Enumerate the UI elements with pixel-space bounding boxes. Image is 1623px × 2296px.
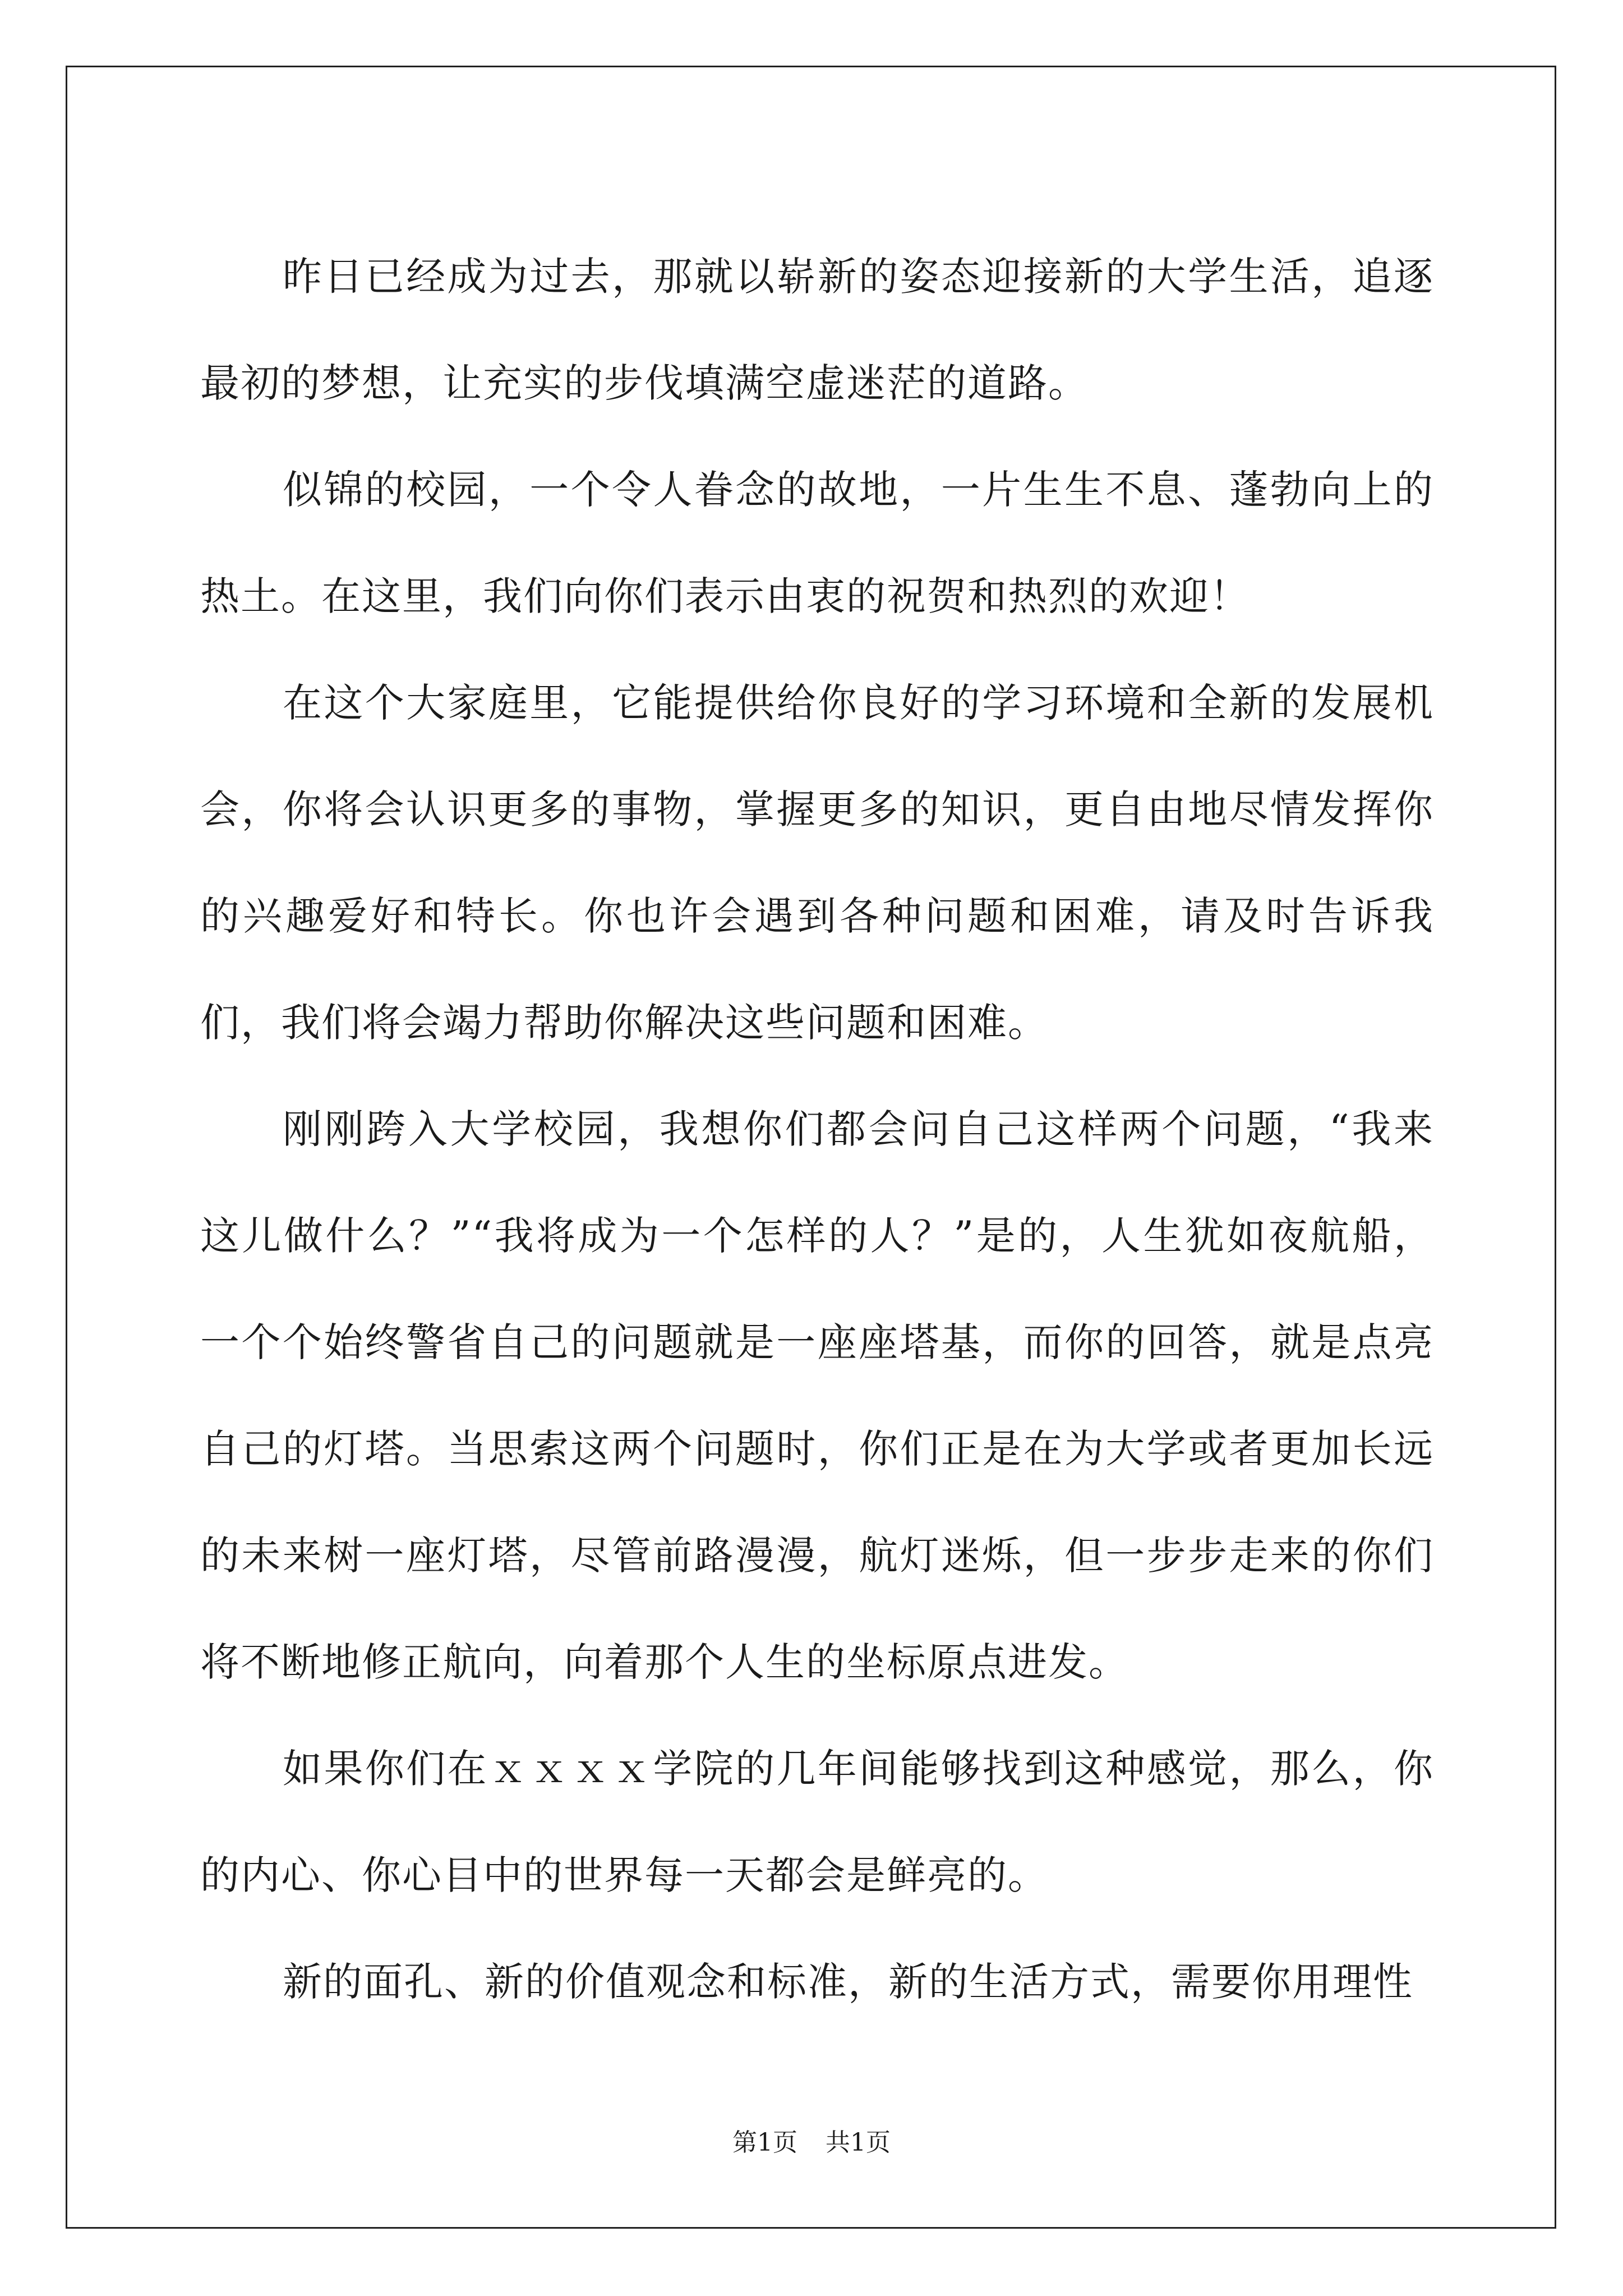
- paragraph: 在这个大家庭里，它能提供给你良好的学习环境和全新的发展机会，你将会认识更多的事物，掌握更多的知识，更自由地尽情发挥你的兴趣爱好和特长。你也许会遇到各种问题和困难，请及时告诉我们，我们将会竭力帮助你解决这些问题和困难。: [200, 680, 1434, 1046]
- paragraph: 刚刚跨入大学校园，我想你们都会问自己这样两个问题，“我来这儿做什么？”“我将成为一个怎样的人？”是的，人生犹如夜航船，一个个始终警省自己的问题就是一座座塔基，而你的回答，就是点亮自己的灯塔。当思索这两个问题时，你们正是在为大学或者更加长远的未来树一座灯塔，尽管前路漫漫，航灯迷烁，但一步步走来的你们将不断地修正航向，向着那个人生的坐标原点进发。: [200, 1106, 1434, 1685]
- paragraph: 似锦的校园，一个令人眷念的故地，一片生生不息、蓬勃向上的热土。在这里，我们向你们表示由衷的祝贺和热烈的欢迎！: [200, 467, 1434, 619]
- paragraph: 如果你们在ｘｘｘｘ学院的几年间能够找到这种感觉，那么，你的内心、你心目中的世界每一天都会是鲜亮的。: [200, 1746, 1434, 1898]
- paragraph: 昨日已经成为过去，那就以崭新的姿态迎接新的大学生活，追逐最初的梦想，让充实的步伐填满空虚迷茫的道路。: [200, 254, 1434, 406]
- page-total: 共1页: [826, 2128, 891, 2157]
- page-footer: [0, 2126, 1623, 2160]
- document-body: [200, 223, 1434, 2035]
- page-number: 第1页: [732, 2128, 797, 2157]
- paragraph: 新的面孔、新的价值观念和标准，新的生活方式，需要你用理性: [283, 1959, 1413, 2005]
